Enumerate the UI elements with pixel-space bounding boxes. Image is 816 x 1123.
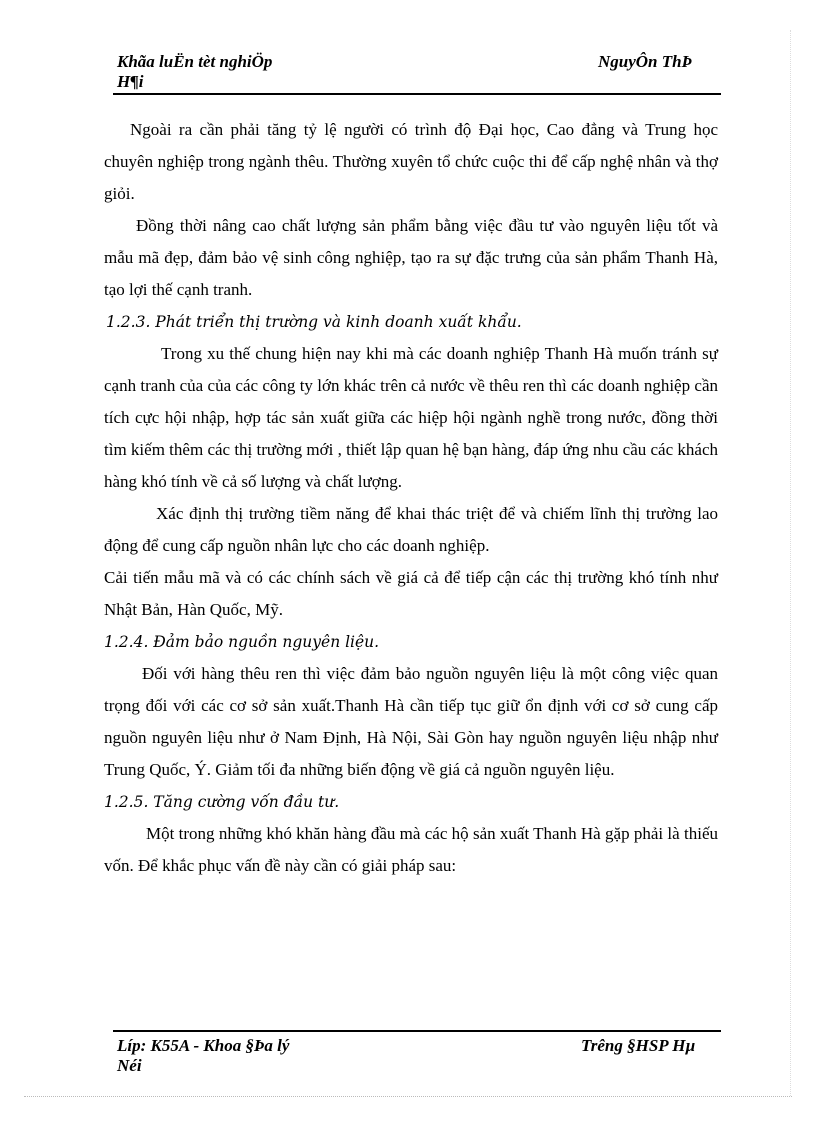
- page-bottom-border: [24, 1096, 792, 1097]
- paragraph-5: Cải tiến mẫu mã và có các chính sách về giá cả để tiếp cận các thị trường khó tính như Nhật Bản, Hàn Quốc, Mỹ.: [104, 568, 718, 619]
- header-left-line1: Khãa luËn tèt nghiÖp: [117, 52, 273, 71]
- body-text: [104, 114, 718, 882]
- paragraph-3: Trong xu thế chung hiện nay khi mà các doanh nghiệp Thanh Hà muốn tránh sự cạnh tranh của của các công ty lớn khác trên cả nước về thêu ren thì các doanh nghiệp cần tích cực hội nhập, hợp tác sản xuất giữa các hiệp hội ngành nghề trong nước, đồng thời tìm kiếm thêm các thị trường mới , thiết lập quan hệ bạn hàng, đáp ứng nhu cầu các khách hàng khó tính về cả số lượng và chất lượng.: [104, 344, 718, 491]
- paragraph-2: Đồng thời nâng cao chất lượng sản phẩm bằng việc đầu tư vào nguyên liệu tốt và mẫu mã đẹp, đảm bảo vệ sinh công nghiệp, tạo ra sự đặc trưng của sản phẩm Thanh Hà, tạo lợi thế cạnh tranh.: [104, 216, 718, 299]
- paragraph-6: Đối với hàng thêu ren thì việc đảm bảo nguồn nguyên liệu là một công việc quan trọng đối với các cơ sở sản xuất.Thanh Hà cần tiếp tục giữ ổn định với cơ sở cung cấp nguồn nguyên liệu như ở Nam Định, Hà Nội, Sài Gòn hay nguồn nguyên liệu nhập như Trung Quốc, Ý. Giảm tối đa những biến động về giá cả nguồn nguyên liệu.: [104, 664, 718, 779]
- page-right-border: [790, 30, 791, 1096]
- footer-right: Trêng §HSP Hµ: [581, 1036, 696, 1055]
- header-right: NguyÔn ThÞ: [598, 52, 692, 71]
- header-rule: [113, 93, 721, 95]
- section-heading-1-2-3: 1.2.3. Phát triển thị trường và kinh doanh xuất khẩu.: [106, 313, 522, 331]
- paragraph-4: Xác định thị trường tiềm năng để khai thác triệt để và chiếm lĩnh thị trường lao động để cung cấp nguồn nhân lực cho các doanh nghiệp.: [104, 504, 718, 555]
- header-left: [117, 52, 367, 92]
- footer-left-line1: Líp: K55A - Khoa §Þa lý: [117, 1036, 290, 1055]
- section-heading-1-2-4: 1.2.4. Đảm bảo nguồn nguyên liệu.: [104, 633, 380, 651]
- header-left-line2: H¶i: [117, 72, 144, 91]
- footer-left-line2: Néi: [117, 1056, 142, 1075]
- paragraph-7: Một trong những khó khăn hàng đầu mà các hộ sản xuất Thanh Hà gặp phải là thiếu vốn. Để khắc phục vấn đề này cần có giải pháp sau:: [104, 824, 718, 875]
- paragraph-1: Ngoài ra cần phải tăng tỷ lệ người có trình độ Đại học, Cao đẳng và Trung học chuyên nghiệp trong ngành thêu. Thường xuyên tổ chức cuộc thi để cấp nghệ nhân và thợ giỏi.: [104, 120, 718, 203]
- section-heading-1-2-5: 1.2.5. Tăng cường vốn đầu tư.: [104, 793, 340, 811]
- footer-rule: [113, 1030, 721, 1032]
- footer-left: [117, 1036, 367, 1076]
